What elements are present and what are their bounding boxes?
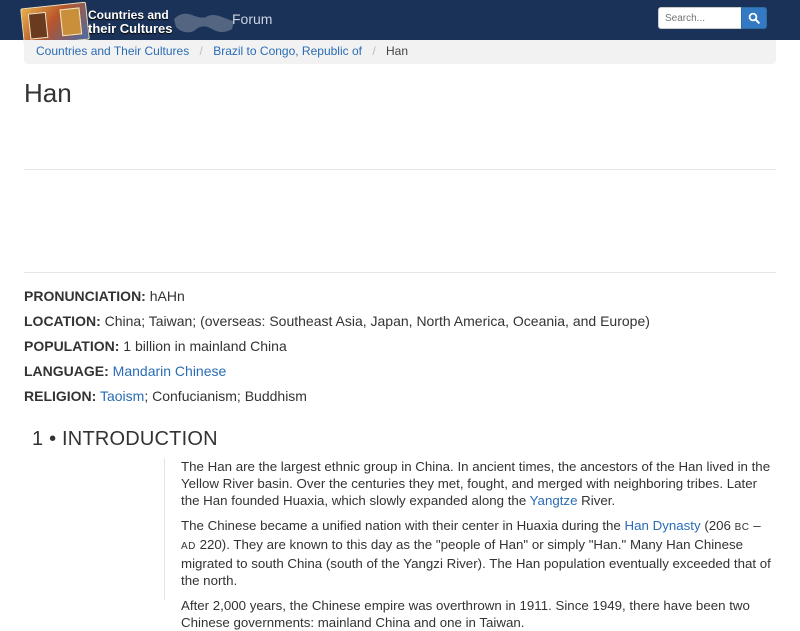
breadcrumb-separator: / <box>199 44 203 58</box>
fact-religion <box>24 388 650 404</box>
world-map-icon <box>172 9 236 37</box>
logo-line-1: Countries and <box>88 8 169 22</box>
section-heading-introduction: 1 • INTRODUCTION <box>32 428 218 450</box>
religion-link-taoism[interactable]: Taoism <box>99 388 145 404</box>
fact-label: LOCATION: <box>24 313 101 329</box>
paragraph-text: The Han are the largest ethnic group in China. In ancient times, the ancestors of the Han lived in the Yellow River basin. Over the centuries they met, fought, and merged with neighboring tribes. Later the Han founded Huaxia, which slowly expanded along the <box>181 459 771 508</box>
era-ad: AD <box>181 541 196 552</box>
fact-value: hAHn <box>145 288 185 304</box>
fact-label: RELIGION: <box>24 388 97 404</box>
fact-location <box>24 313 650 329</box>
facts-list <box>24 288 650 413</box>
breadcrumb-item-brazil-congo[interactable]: Brazil to Congo, Republic of <box>213 44 362 58</box>
era-bc: BC <box>734 522 750 533</box>
han-dynasty-link[interactable]: Han Dynasty <box>624 518 701 533</box>
fact-label: PRONUNCIATION: <box>24 288 146 304</box>
paragraph-text: – <box>749 518 761 533</box>
language-link[interactable]: Mandarin Chinese <box>112 363 227 379</box>
fact-population <box>24 338 650 354</box>
fact-label: LANGUAGE: <box>24 363 109 379</box>
top-navbar <box>0 0 800 40</box>
paragraph-text: The Chinese became a unified nation with their center in Huaxia during the <box>181 518 625 533</box>
fact-language <box>24 363 650 379</box>
paragraph-text: 220). <box>195 537 230 552</box>
divider <box>24 169 776 170</box>
paragraph <box>181 458 776 509</box>
logo-line-2: their Cultures <box>88 21 173 36</box>
breadcrumb <box>24 40 776 64</box>
paragraph-text: (206 <box>700 518 735 533</box>
paragraph-text: They are known to this day as the "people of Han" or simply "Han." Many Han Chinese migrated to south China (south of the Yangzi River). The Han population eventually exceeded that of the north. <box>181 537 771 588</box>
fact-label: POPULATION: <box>24 338 120 354</box>
fact-value: ; Confucianism; Buddhism <box>144 388 307 404</box>
fact-value: 1 billion in mainland China <box>119 338 287 354</box>
page-title: Han <box>24 78 72 108</box>
divider <box>24 272 776 273</box>
logo-text <box>88 9 173 35</box>
breadcrumb-item-countries[interactable]: Countries and Their Cultures <box>36 44 190 58</box>
paragraph-text: After 2,000 years, the Chinese empire was overthrown in 1911. Since 1949, there have been two Chinese governments: mainland China and one in Taiwan. <box>181 598 750 630</box>
breadcrumb-current: Han <box>386 44 409 58</box>
yangtze-link[interactable]: Yangtze <box>529 493 578 508</box>
search-button[interactable] <box>741 7 767 29</box>
paragraph <box>181 597 776 631</box>
paragraph <box>181 517 776 589</box>
search-icon <box>748 12 760 24</box>
search-input[interactable] <box>658 7 742 29</box>
paragraph-text: River. <box>577 493 616 508</box>
nav-forum-link[interactable]: Forum <box>232 11 273 27</box>
site-logo[interactable] <box>22 5 218 43</box>
breadcrumb-separator: / <box>372 44 376 58</box>
section-body <box>164 458 776 630</box>
fact-value: China; Taiwan; (overseas: Southeast Asia, Japan, North America, Oceania, and Europe) <box>100 313 650 329</box>
fact-pronunciation <box>24 288 650 304</box>
